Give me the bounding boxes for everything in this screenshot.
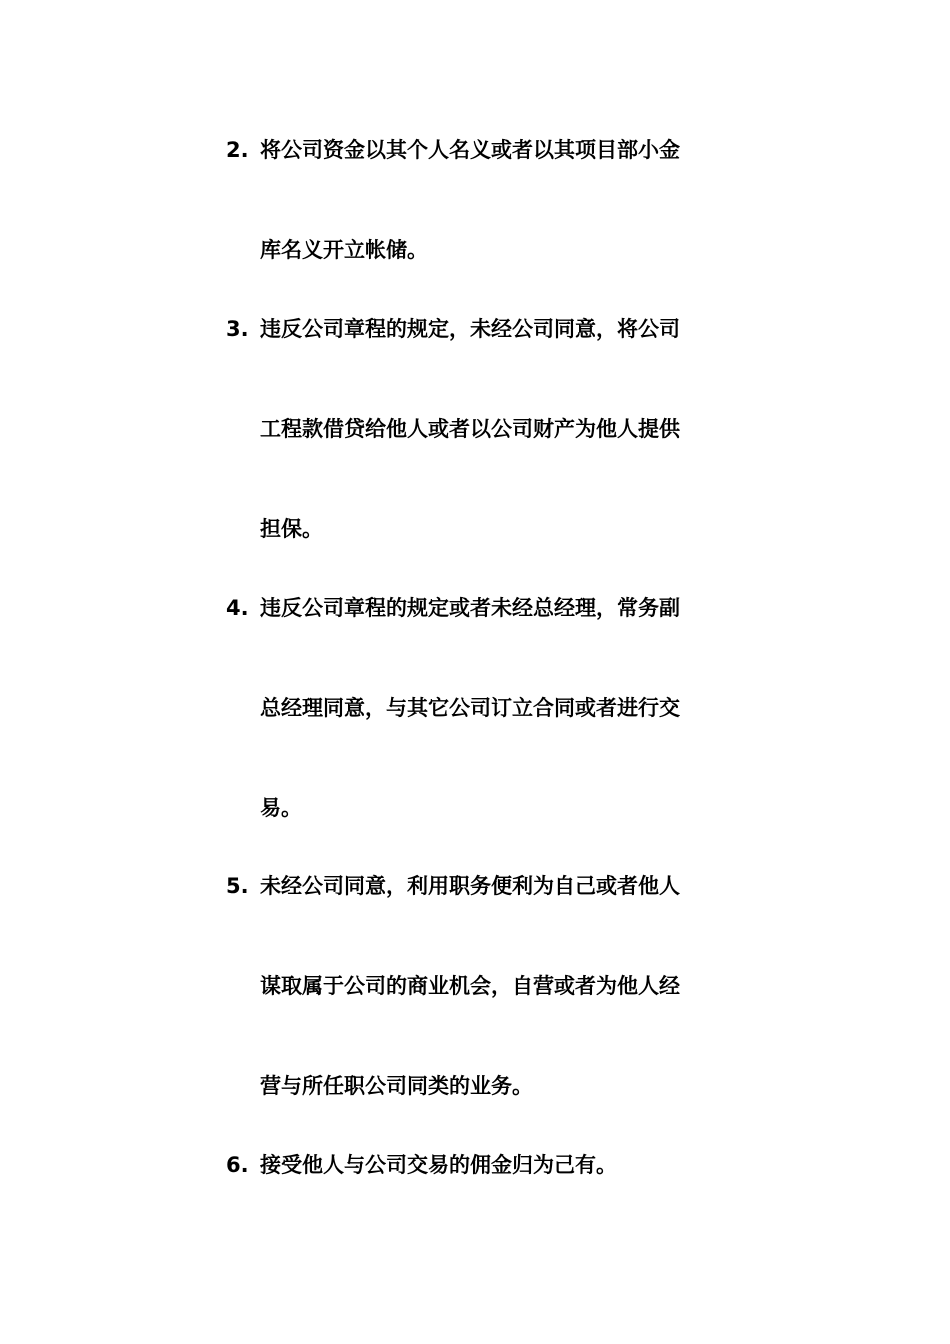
item-number: 6.: [226, 1153, 249, 1177]
item-text-line: 担保。: [260, 517, 323, 541]
item-text-line: 未经公司同意，利用职务便利为自己或者他人: [260, 874, 680, 898]
item-number: 3.: [226, 317, 249, 341]
item-text-line: 将公司资金以其个人名义或者以其项目部小金: [260, 138, 680, 162]
item-text-line: 接受他人与公司交易的佣金归为己有。: [260, 1153, 617, 1177]
item-text-line: 总经理同意，与其它公司订立合同或者进行交: [260, 696, 680, 720]
item-text-line: 工程款借贷给他人或者以公司财产为他人提供: [260, 417, 680, 441]
item-text-line: 违反公司章程的规定或者未经总经理，常务副: [260, 596, 680, 620]
item-text-line: 易。: [260, 796, 302, 820]
item-text-line: 库名义开立帐储。: [260, 238, 428, 262]
item-number: 4.: [226, 596, 249, 620]
item-text-line: 营与所任职公司同类的业务。: [260, 1074, 533, 1098]
item-number: 2.: [226, 138, 249, 162]
item-text-line: 谋取属于公司的商业机会，自营或者为他人经: [260, 974, 680, 998]
item-text-line: 违反公司章程的规定，未经公司同意，将公司: [260, 317, 680, 341]
item-number: 5.: [226, 874, 249, 898]
